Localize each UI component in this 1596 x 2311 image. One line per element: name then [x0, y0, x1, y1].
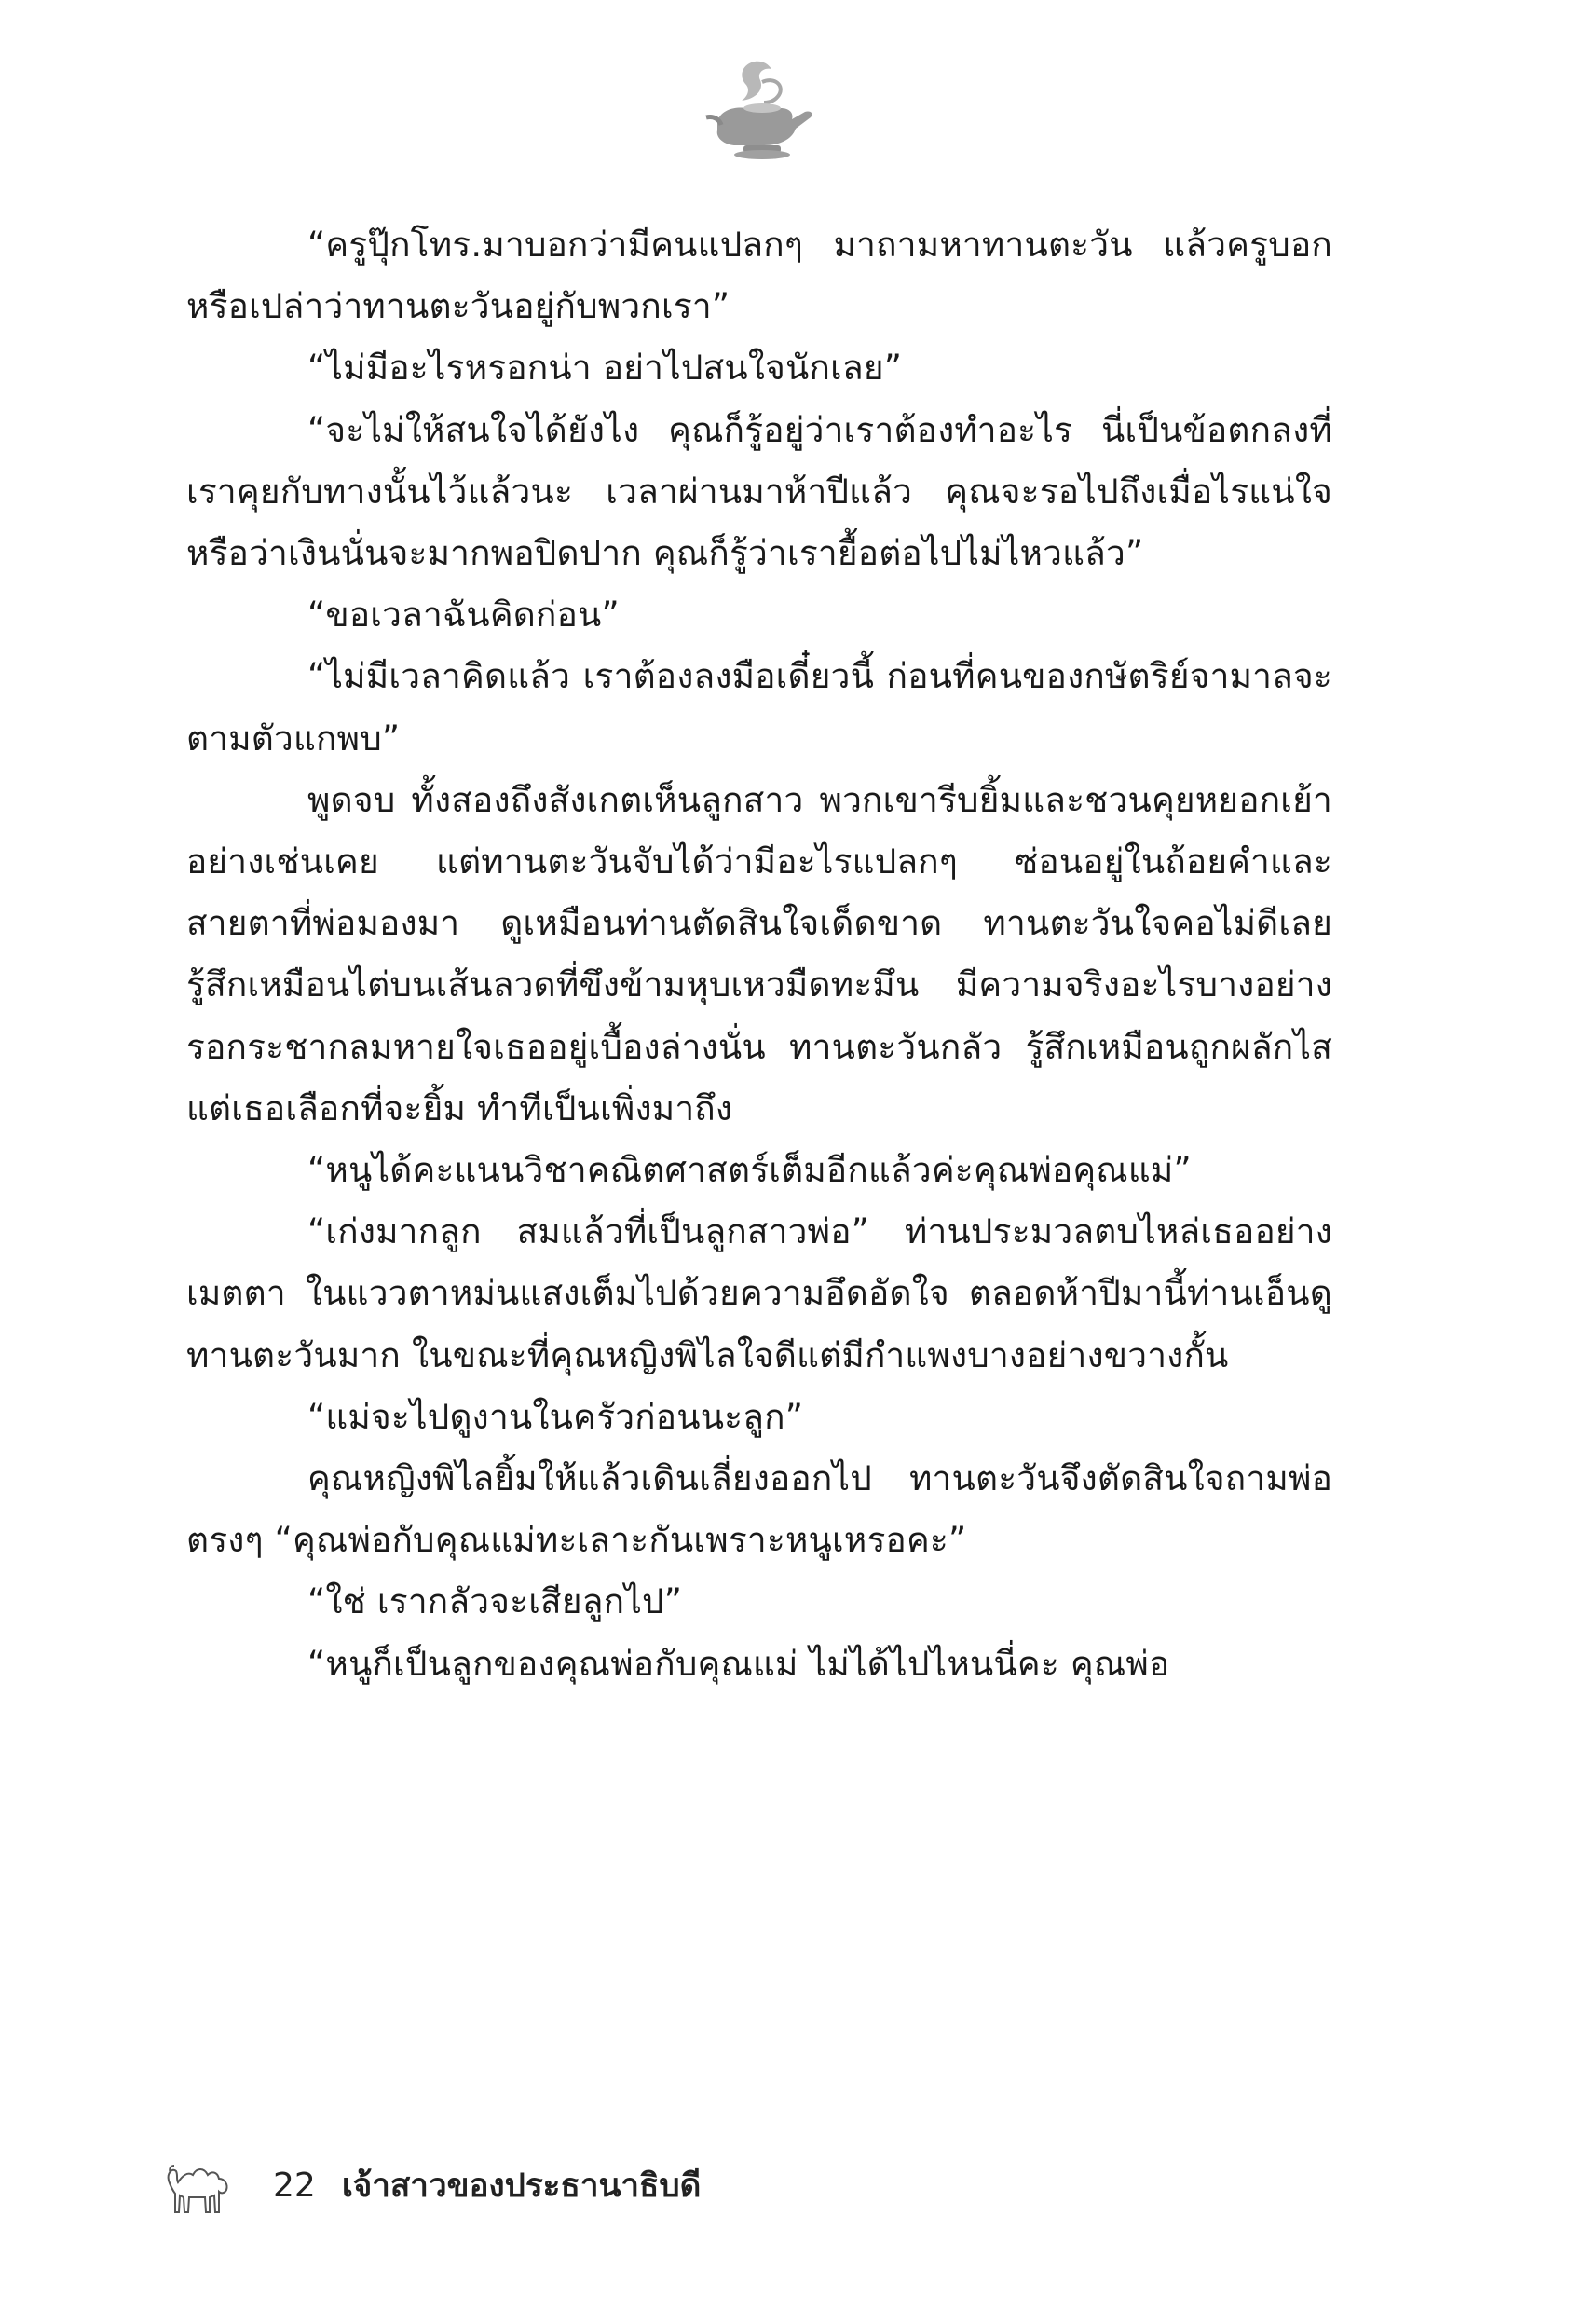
- page-footer: [163, 2143, 1095, 2227]
- paragraph: “ครูปุ๊กโทร.มาบอกว่ามีคนแปลกๆ มาถามหาทานตะวัน แล้วครูบอกหรือเปล่าว่าทานตะวันอยู่กับพวกเรา”: [186, 225, 1332, 327]
- paragraph: “ใช่ เรากลัวจะเสียลูกไป”: [307, 1581, 683, 1622]
- page-number: 22: [273, 2166, 316, 2205]
- paragraph: “เก่งมากลูก สมแล้วที่เป็นลูกสาวพ่อ” ท่านประมวลตบไหล่เธออย่างเมตตา ในแววตาหม่นแสงเต็มไปด้วยความอึดอัดใจ ตลอดห้าปีมานี้ท่านเอ็นดูทานตะวันมาก ในขณะที่คุณหญิงพิไลใจดีแต่มีกำแพงบางอย่างขวางกั้น: [186, 1211, 1332, 1375]
- paragraph: “แม่จะไปดูงานในครัวก่อนนะลูก”: [307, 1396, 804, 1437]
- book-title: เจ้าสาวของประธานาธิบดี: [341, 2167, 702, 2205]
- paragraph: คุณหญิงพิไลยิ้มให้แล้วเดินเลี่ยงออกไป ทานตะวันจึงตัดสินใจถามพ่อตรงๆ “คุณพ่อกับคุณแม่ทะเลาะกันเพราะหนูเหรอคะ”: [186, 1458, 1332, 1561]
- body-text: [186, 214, 1332, 1695]
- paragraph: “หนูก็เป็นลูกของคุณพ่อกับคุณแม่ ไม่ได้ไปไหนนี่คะ คุณพ่อ: [307, 1643, 1170, 1684]
- paragraph: “ไม่มีอะไรหรอกน่า อย่าไปสนใจนักเลย”: [307, 348, 903, 389]
- paragraph: “ขอเวลาฉันคิดก่อน”: [307, 595, 620, 636]
- paragraph: “จะไม่ให้สนใจได้ยังไง คุณก็รู้อยู่ว่าเราต้องทำอะไร นี่เป็นข้อตกลงที่เราคุยกับทางนั้นไว้แล้วนะ เวลาผ่านมาห้าปีแล้ว คุณจะรอไปถึงเมื่อไรแน่ใจหรือว่าเงินนั่นจะมากพอปิดปาก คุณก็รู้ว่าเรายื้อต่อไปไม่ไหวแล้ว”: [186, 409, 1332, 574]
- camel-icon: [163, 2153, 238, 2218]
- paragraph: พูดจบ ทั้งสองถึงสังเกตเห็นลูกสาว พวกเขารีบยิ้มและชวนคุยหยอกเย้าอย่างเช่นเคย แต่ทานตะวันจับได้ว่ามีอะไรแปลกๆ ซ่อนอยู่ในถ้อยคำและสายตาที่พ่อมองมา ดูเหมือนท่านตัดสินใจเด็ดขาด ทานตะวันใจคอไม่ดีเลย รู้สึกเหมือนไต่บนเส้นลวดที่ขึงข้ามหุบเหวมืดทะมึน มีความจริงอะไรบางอย่างรอกระชากลมหายใจเธออยู่เบื้องล่างนั่น ทานตะวันกลัว รู้สึกเหมือนถูกผลักไส แต่เธอเลือกที่จะยิ้ม ทำทีเป็นเพิ่งมาถึง: [186, 779, 1332, 1128]
- paragraph: “หนูได้คะแนนวิชาคณิตศาสตร์เต็มอีกแล้วค่ะคุณพ่อคุณแม่”: [307, 1150, 1192, 1191]
- paragraph: “ไม่มีเวลาคิดแล้ว เราต้องลงมือเดี๋ยวนี้ ก่อนที่คนของกษัตริย์จามาลจะตามตัวแกพบ”: [186, 656, 1332, 759]
- genie-lamp-icon: [689, 54, 820, 166]
